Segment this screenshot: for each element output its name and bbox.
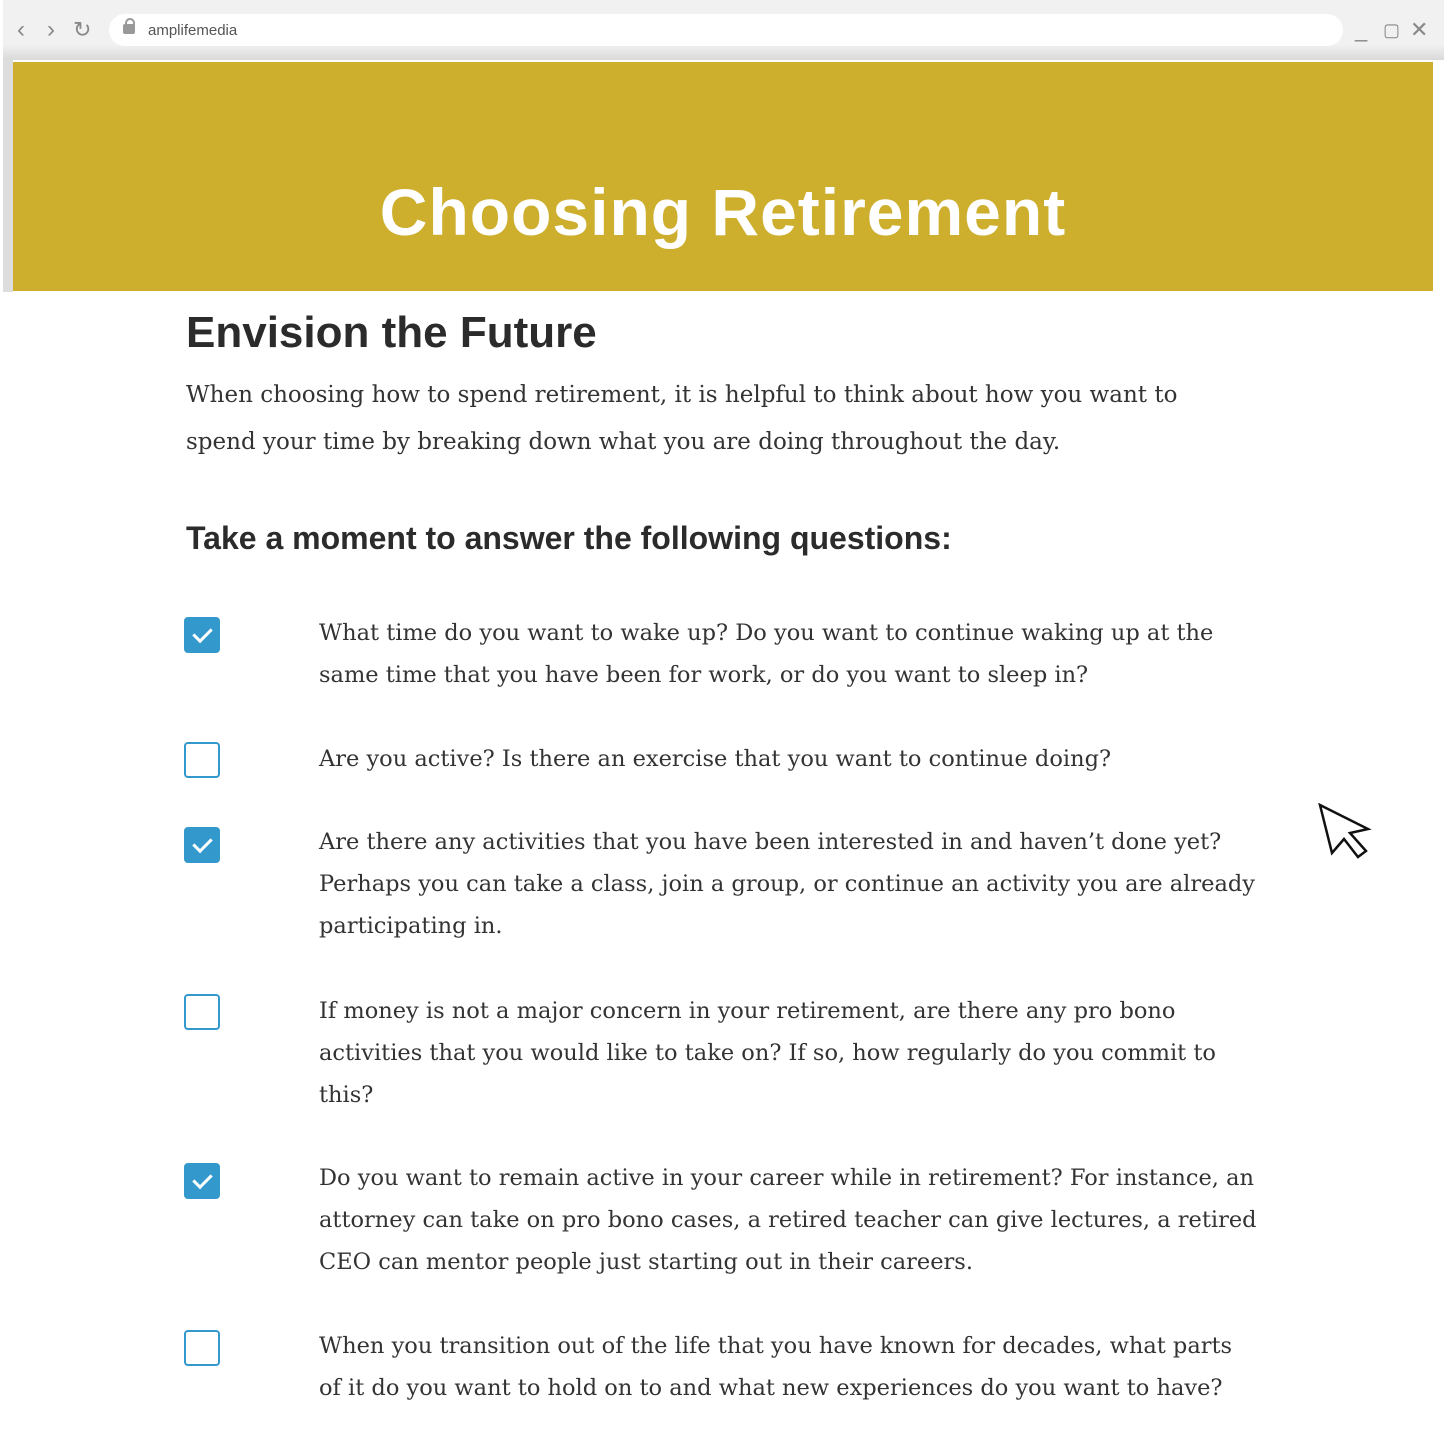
- page-title: Choosing Retirement: [379, 175, 1067, 249]
- question-text: What time do you want to wake up? Do you want to continue waking up at the same time that you have been for work, or do you want to sleep in?: [319, 620, 1214, 688]
- question-checkbox[interactable]: [184, 617, 220, 653]
- question-checkbox[interactable]: [184, 742, 220, 778]
- reload-icon[interactable]: ↻: [73, 17, 92, 42]
- page-border: [3, 60, 13, 292]
- lock-icon: [123, 24, 135, 34]
- url-text: amplifemedia: [148, 22, 238, 39]
- question-checkbox[interactable]: [184, 1330, 220, 1366]
- question-checkbox[interactable]: [184, 1163, 220, 1199]
- question-text: Are you active? Is there an exercise that you want to continue doing?: [319, 746, 1112, 772]
- questions-heading: Take a moment to answer the following questions:: [186, 520, 952, 556]
- intro-text: When choosing how to spend retirement, it is helpful to think about how you want to spend your time by breaking down what you are doing throughout the day.: [186, 382, 1178, 455]
- close-icon[interactable]: ✕: [1410, 17, 1429, 42]
- section-heading: Envision the Future: [186, 308, 597, 357]
- question-text: When you transition out of the life that you have known for decades, what parts of it do you want to hold on to and what new experiences do you want to have?: [319, 1333, 1233, 1401]
- forward-icon[interactable]: ›: [47, 16, 55, 43]
- browser-chrome: [3, 0, 1444, 60]
- question-text: If money is not a major concern in your retirement, are there any pro bono activities that you would like to take on? If so, how regularly do you commit to this?: [319, 998, 1216, 1108]
- mouse-cursor-icon: [1318, 803, 1374, 859]
- back-icon[interactable]: ‹: [17, 16, 25, 43]
- question-checkbox[interactable]: [184, 827, 220, 863]
- banner: [13, 62, 1433, 291]
- minimize-icon[interactable]: _: [1355, 17, 1368, 42]
- address-bar[interactable]: [109, 14, 1343, 46]
- question-text: Are there any activities that you have been interested in and haven’t done yet? Perhaps you can take a class, join a group, or continue an activity you are already participating in.: [319, 829, 1255, 939]
- question-checkbox[interactable]: [184, 994, 220, 1030]
- maximize-icon[interactable]: ▢: [1383, 20, 1401, 40]
- question-text: Do you want to remain active in your career while in retirement? For instance, an attorney can take on pro bono cases, a retired teacher can give lectures, a retired CEO can mentor people just starting out in their careers.: [319, 1165, 1257, 1275]
